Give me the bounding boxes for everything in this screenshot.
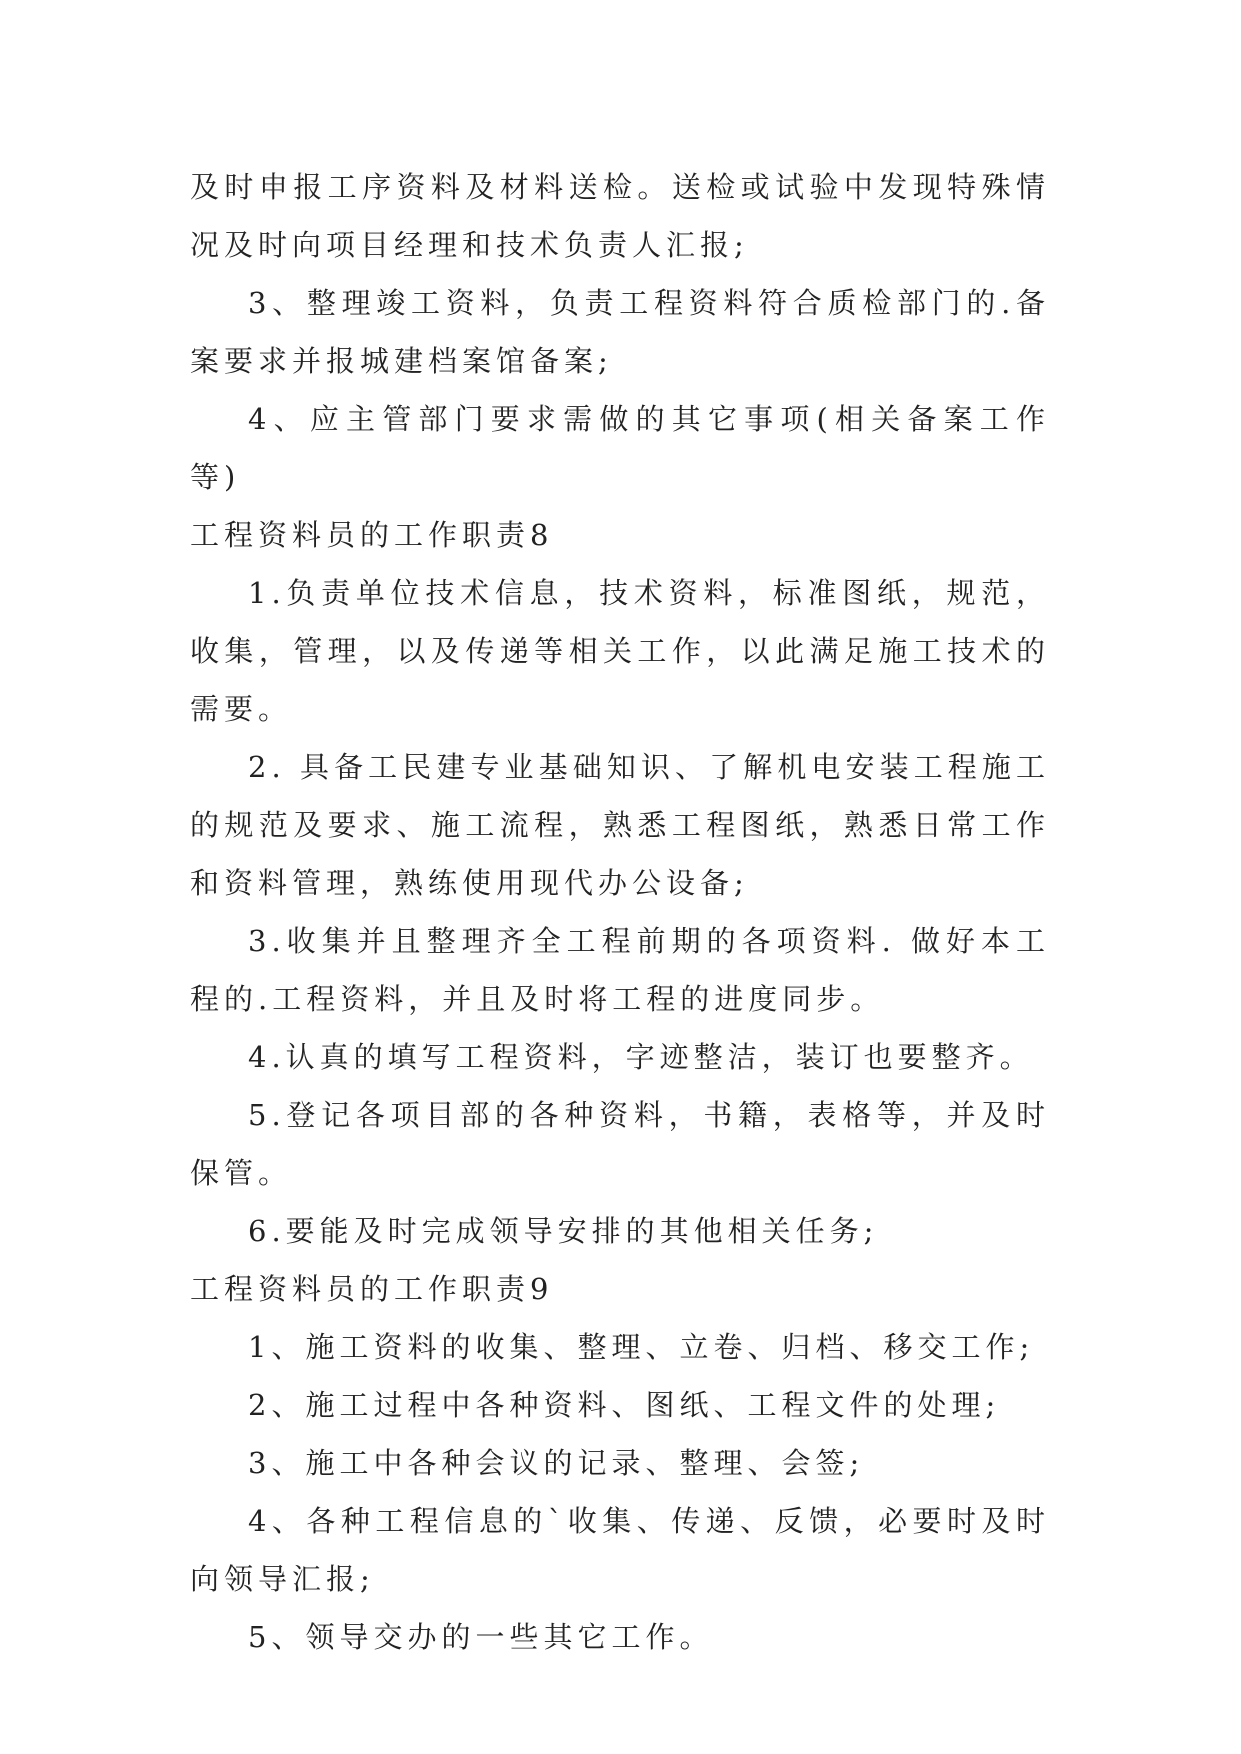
paragraph: 5.登记各项目部的各种资料，书籍，表格等，并及时保管。 <box>190 1098 1050 1190</box>
paragraph: 3、施工中各种会议的记录、整理、会签; <box>248 1446 865 1480</box>
paragraph: 5、领导交办的一些其它工作。 <box>248 1620 714 1654</box>
paragraph: 4.认真的填写工程资料，字迹整洁，装订也要整齐。 <box>248 1040 1034 1074</box>
paragraph: 2. 具备工民建专业基础知识、了解机电安装工程施工的规范及要求、施工流程，熟悉工程图纸，熟悉日常工作和资料管理，熟练使用现代办公设备; <box>190 750 1050 900</box>
paragraph: 1、施工资料的收集、整理、立卷、归档、移交工作; <box>248 1330 1035 1364</box>
document-body <box>190 158 1050 1666</box>
paragraph: 3、整理竣工资料，负责工程资料符合质检部门的.备案要求并报城建档案馆备案; <box>190 286 1050 378</box>
paragraph: 1.负责单位技术信息，技术资料，标准图纸，规范，收集，管理，以及传递等相关工作，以此满足施工技术的需要。 <box>190 576 1050 726</box>
paragraph: 2、施工过程中各种资料、图纸、工程文件的处理; <box>248 1388 1001 1422</box>
paragraph: 4、应主管部门要求需做的其它事项(相关备案工作等) <box>190 402 1050 494</box>
paragraph: 4、各种工程信息的`收集、传递、反馈，必要时及时向领导汇报; <box>190 1504 1050 1596</box>
paragraph: 6.要能及时完成领导安排的其他相关任务; <box>248 1214 879 1248</box>
paragraph: 3.收集并且整理齐全工程前期的各项资料. 做好本工程的.工程资料，并且及时将工程的进度同步。 <box>190 924 1050 1016</box>
paragraph: 及时申报工序资料及材料送检。送检或试验中发现特殊情况及时向项目经理和技术负责人汇报; <box>190 170 1050 262</box>
section-heading: 工程资料员的工作职责8 <box>190 518 554 552</box>
section-heading: 工程资料员的工作职责9 <box>190 1272 554 1306</box>
